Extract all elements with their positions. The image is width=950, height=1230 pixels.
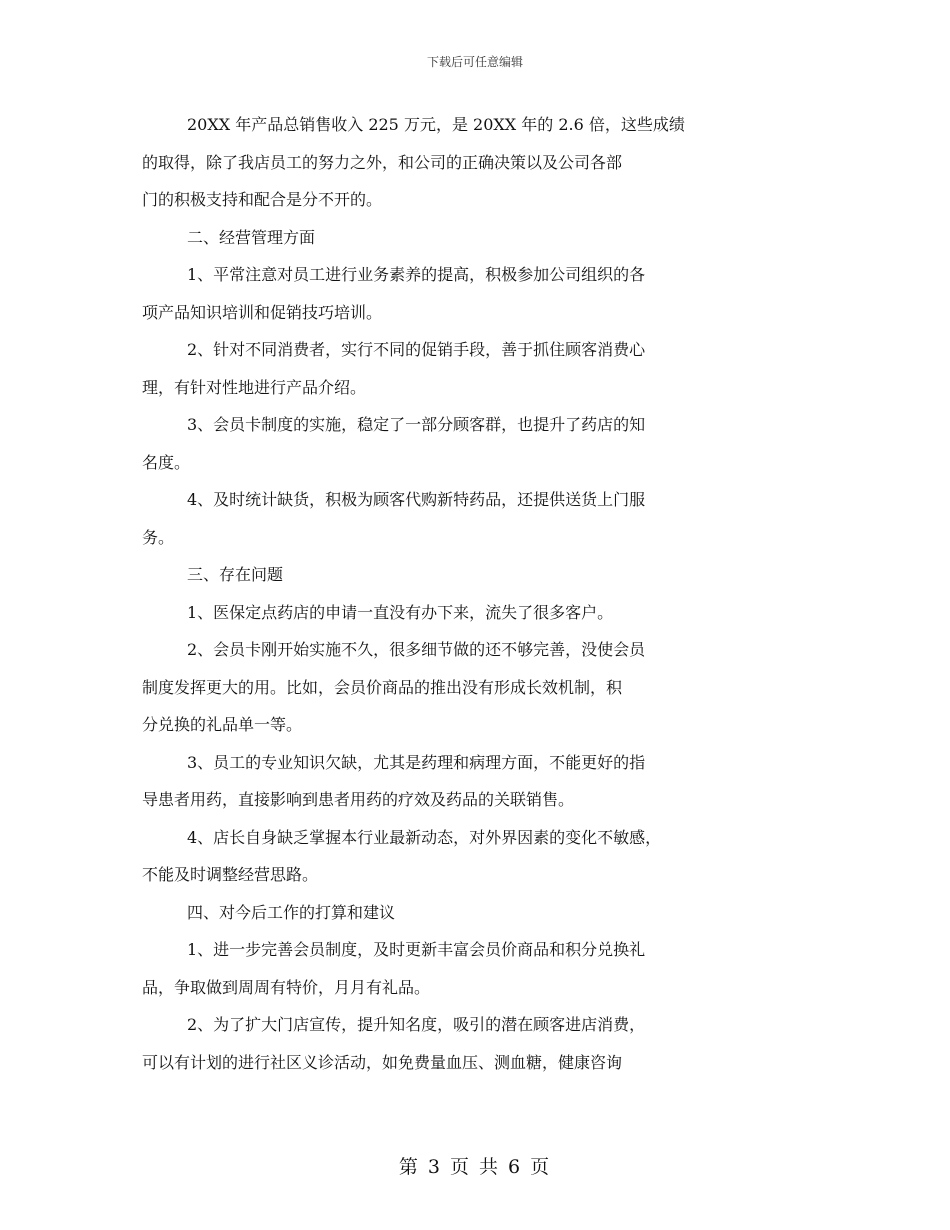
text-line: 1、医保定点药店的申请一直没有办下来，流失了很多客户。: [187, 602, 614, 622]
document-body: [142, 112, 822, 1087]
page-footer: 第 3 页 共 6 页: [398, 1156, 552, 1178]
text-line: 4、及时统计缺货，积极为顾客代购新特药品，还提供送货上门服: [187, 490, 646, 509]
text-line: 1、进一步完善会员制度，及时更新丰富会员价商品和积分兑换礼: [187, 940, 646, 959]
text-line: 20XX 年产品总销售收入 225 万元，是 20XX 年的 2.6 倍，这些成绩: [187, 115, 685, 134]
text-line: 理，有针对性地进行产品介绍。: [142, 377, 367, 397]
text-line: 2、为了扩大门店宣传，提升知名度，吸引的潜在顾客进店消费，: [187, 1015, 646, 1034]
page-header: 下载后可任意编辑: [426, 55, 523, 69]
section-heading: 三、存在问题: [187, 565, 284, 584]
text-line: 3、员工的专业知识欠缺，尤其是药理和病理方面，不能更好的指: [187, 752, 646, 772]
section-heading: 二、经营管理方面: [187, 227, 316, 247]
text-line: 品，争取做到周周有特价，月月有礼品。: [142, 977, 431, 997]
text-line: 2、针对不同消费者，实行不同的促销手段，善于抓住顾客消费心: [187, 340, 646, 359]
text-line: 导患者用药，直接影响到患者用药的疗效及药品的关联销售。: [142, 790, 575, 809]
section-heading: 四、对今后工作的打算和建议: [187, 902, 396, 922]
text-line: 分兑换的礼品单一等。: [142, 715, 303, 734]
text-line: 3、会员卡制度的实施，稳定了一部分顾客群，也提升了药店的知: [187, 415, 646, 434]
text-line: 务。: [142, 527, 175, 547]
text-line: 4、店长自身缺乏掌握本行业最新动态，对外界因素的变化不敏感，: [187, 827, 662, 847]
text-line: 名度。: [142, 452, 191, 472]
text-line: 项产品知识培训和促销技巧培训。: [142, 302, 383, 322]
text-line: 1、平常注意对员工进行业务素养的提高，积极参加公司组织的各: [187, 265, 646, 284]
text-line: 2、会员卡刚开始实施不久，很多细节做的还不够完善，没使会员: [187, 640, 646, 659]
text-line: 制度发挥更大的用。比如，会员价商品的推出没有形成长效机制，积: [142, 677, 623, 697]
text-line: 的取得，除了我店员工的努力之外，和公司的正确决策以及公司各部: [142, 152, 623, 172]
text-line: 不能及时调整经营思路。: [142, 865, 319, 884]
text-line: 门的积极支持和配合是分不开的。: [142, 190, 383, 209]
text-line: 可以有计划的进行社区义诊活动，如免费量血压、测血糖，健康咨询: [142, 1052, 623, 1072]
